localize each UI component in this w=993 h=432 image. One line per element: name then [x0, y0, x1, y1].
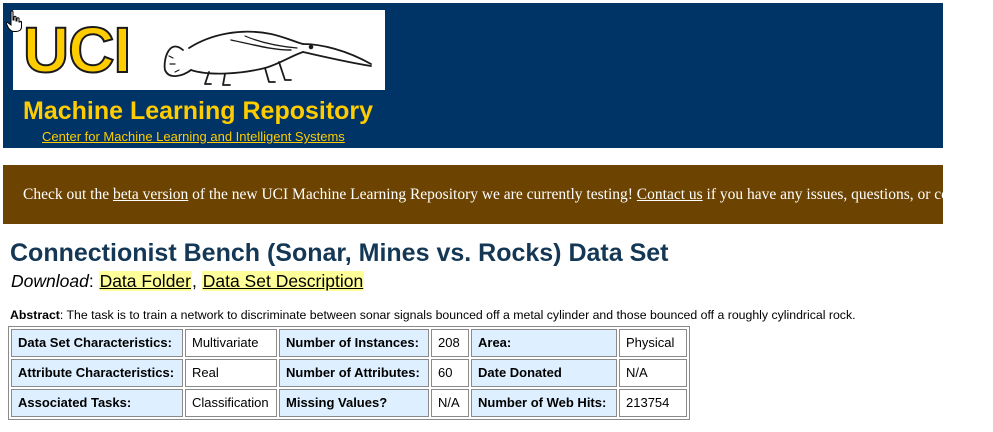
- table-label-cell: Attribute Characteristics:: [11, 359, 183, 387]
- table-label-cell: Area:: [471, 329, 617, 357]
- table-label-cell: Data Set Characteristics:: [11, 329, 183, 357]
- repository-title[interactable]: Machine Learning Repository: [23, 97, 374, 125]
- table-label-cell: Number of Web Hits:: [471, 389, 617, 417]
- table-label-cell: Number of Attributes:: [279, 359, 429, 387]
- table-value-cell: N/A: [619, 359, 687, 387]
- download-comma: ,: [192, 271, 202, 291]
- anteater-icon: [161, 20, 375, 86]
- beta-banner: [3, 165, 993, 224]
- data-folder-link[interactable]: Data Folder: [99, 271, 191, 291]
- table-row: [11, 329, 687, 357]
- uci-logo[interactable]: [13, 10, 385, 90]
- table-value-cell: 60: [431, 359, 469, 387]
- beta-version-link[interactable]: beta version: [112, 186, 189, 203]
- table-value-cell: Real: [185, 359, 277, 387]
- center-link[interactable]: Center for Machine Learning and Intelligent Systems: [42, 129, 345, 144]
- hand-cursor-icon: [6, 10, 22, 32]
- table-label-cell: Number of Instances:: [279, 329, 429, 357]
- table-value-cell: 213754: [619, 389, 687, 417]
- download-row: [11, 270, 364, 292]
- download-separator: :: [88, 271, 99, 291]
- table-value-cell: Physical: [619, 329, 687, 357]
- dataset-info-table: [8, 326, 690, 420]
- abstract-label: Abstract: [10, 308, 60, 322]
- banner-text-1: Check out the: [23, 186, 113, 203]
- table-label-cell: Date Donated: [471, 359, 617, 387]
- abstract: [10, 308, 856, 323]
- abstract-text: : The task is to train a network to discriminate between sonar signals bounced off a metal cylinder and those bounced off a roughly cylindrical rock.: [59, 308, 856, 322]
- table-row: [11, 359, 687, 387]
- banner-text: [23, 186, 993, 204]
- logo-text: UCI: [23, 14, 131, 86]
- site-header: [3, 3, 943, 148]
- data-set-description-link[interactable]: Data Set Description: [202, 271, 364, 291]
- table-value-cell: 208: [431, 329, 469, 357]
- table-label-cell: Associated Tasks:: [11, 389, 183, 417]
- table-value-cell: Classification: [185, 389, 277, 417]
- table-label-cell: Missing Values?: [279, 389, 429, 417]
- table-row: [11, 389, 687, 417]
- banner-text-3: if you have any issues, questions, or concerns.: [702, 186, 993, 203]
- banner-text-2: of the new UCI Machine Learning Repository we are currently testing!: [188, 186, 637, 203]
- download-label: Download: [11, 271, 89, 291]
- contact-us-link[interactable]: Contact us: [636, 186, 703, 203]
- table-value-cell: Multivariate: [185, 329, 277, 357]
- table-value-cell: N/A: [431, 389, 469, 417]
- dataset-title: Connectionist Bench (Sonar, Mines vs. Rocks) Data Set: [10, 239, 669, 267]
